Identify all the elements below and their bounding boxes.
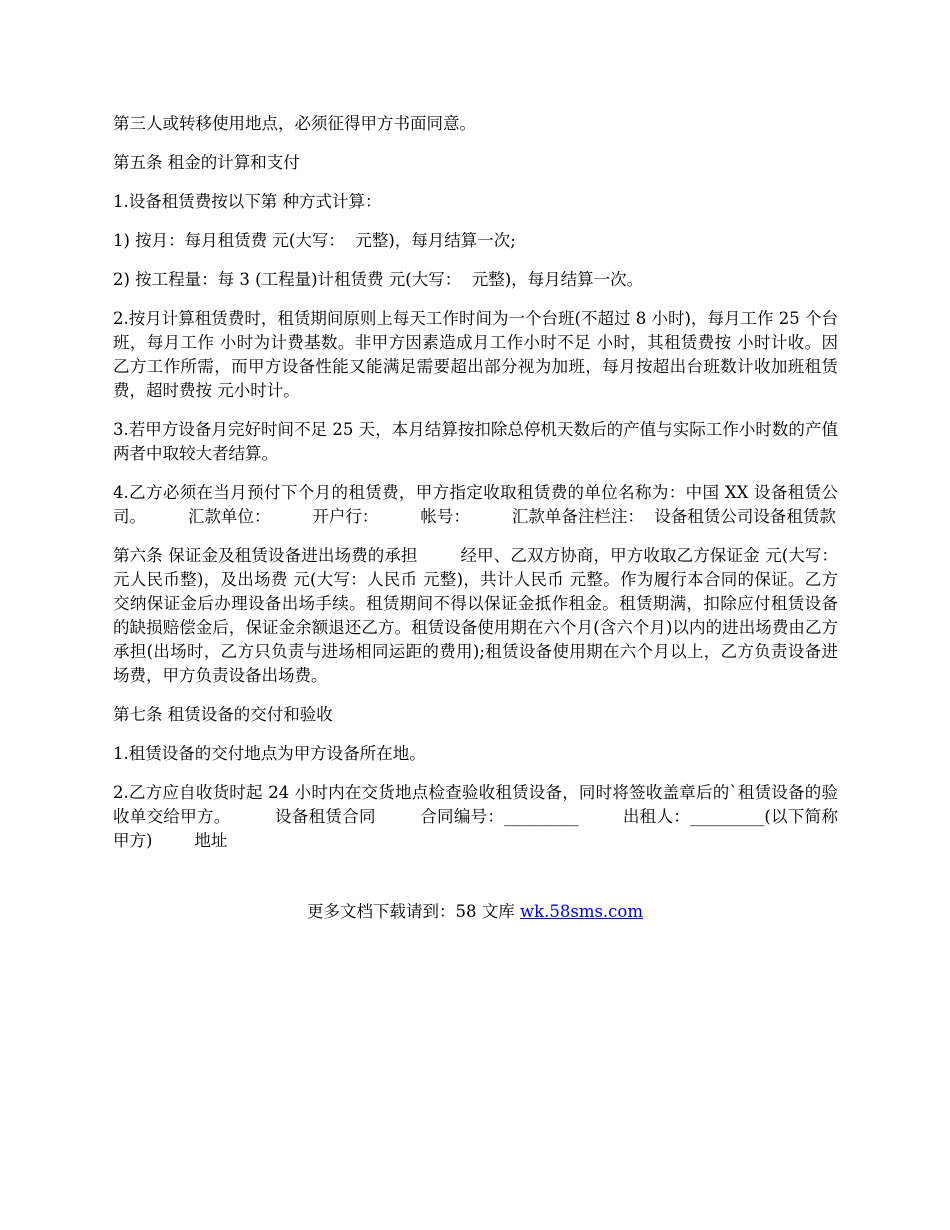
paragraph-rent-method: 1.设备租赁费按以下第 种方式计算： [113, 192, 382, 211]
footer-text: 更多文档下载请到：58 文库 [306, 902, 520, 921]
document-body [113, 112, 838, 868]
paragraph-transfer-consent: 第三人或转移使用地点，必须征得甲方书面同意。 [113, 114, 476, 133]
paragraph-monthly: 1) 按月：每月租赁费 元(大写： 元整)，每月结算一次; [113, 231, 516, 250]
paragraph-monthly-calc: 2.按月计算租赁费时，租赁期间原则上每天工作时间为一个台班(不超过 8 小时)，每月工作 25 个台班，每月工作 小时为计费基数。非甲方因素造成月工作小时不足 小时，其租赁费按 小时计收。因乙方工作所需，而甲方设备性能又能满足需要超出部分视为加班，每月按超出台班数计收加班租赁费，超时费按 元小时计。 [113, 309, 838, 400]
paragraph-inspection: 2.乙方应自收货时起 24 小时内在交货地点检查验收租赁设备，同时将签收盖章后的`租赁设备的验收单交给甲方。 设备租赁合同 合同编号：_________ 出租人：_________(以下简称甲方) 地址 [113, 783, 838, 850]
heading-article-7: 第七条 租赁设备的交付和验收 [113, 705, 333, 724]
paragraph-article-6: 第六条 保证金及租赁设备进出场费的承担 经甲、乙双方协商，甲方收取乙方保证金 元(大写：元人民币整)，及出场费 元(大写：人民币 元整)，共计人民币 元整。作为履行本合同的保证。乙方交纳保证金后办理设备出场手续。租赁期间不得以保证金抵作租金。租赁期满，扣除应付租赁设备的缺损赔偿金后，保证金余额退还乙方。租赁设备使用期在六个月(含六个月)以内的进出场费由乙方承担(出场时，乙方只负责与进场相同运距的费用);租赁设备使用期在六个月以上，乙方负责设备进场费，甲方负责设备出场费。 [113, 546, 838, 685]
paragraph-downtime: 3.若甲方设备月完好时间不足 25 天，本月结算按扣除总停机天数后的产值与实际工作小时数的产值两者中取较大者结算。 [113, 420, 838, 463]
page-footer [0, 900, 950, 924]
heading-article-5: 第五条 租金的计算和支付 [113, 153, 300, 172]
paragraph-by-workload: 2) 按工程量：每 3 (工程量)计租赁费 元(大写： 元整)，每月结算一次。 [113, 270, 644, 289]
paragraph-prepayment: 4.乙方必须在当月预付下个月的租赁费，甲方指定收取租赁费的单位名称为：中国 XX 设备租赁公司。 汇款单位： 开户行： 帐号： 汇款单备注栏注： 设备租赁公司设备租赁款 [113, 483, 838, 526]
footer-link[interactable]: wk.58sms.com [519, 902, 643, 921]
paragraph-delivery-place: 1.租赁设备的交付地点为甲方设备所在地。 [113, 744, 426, 763]
